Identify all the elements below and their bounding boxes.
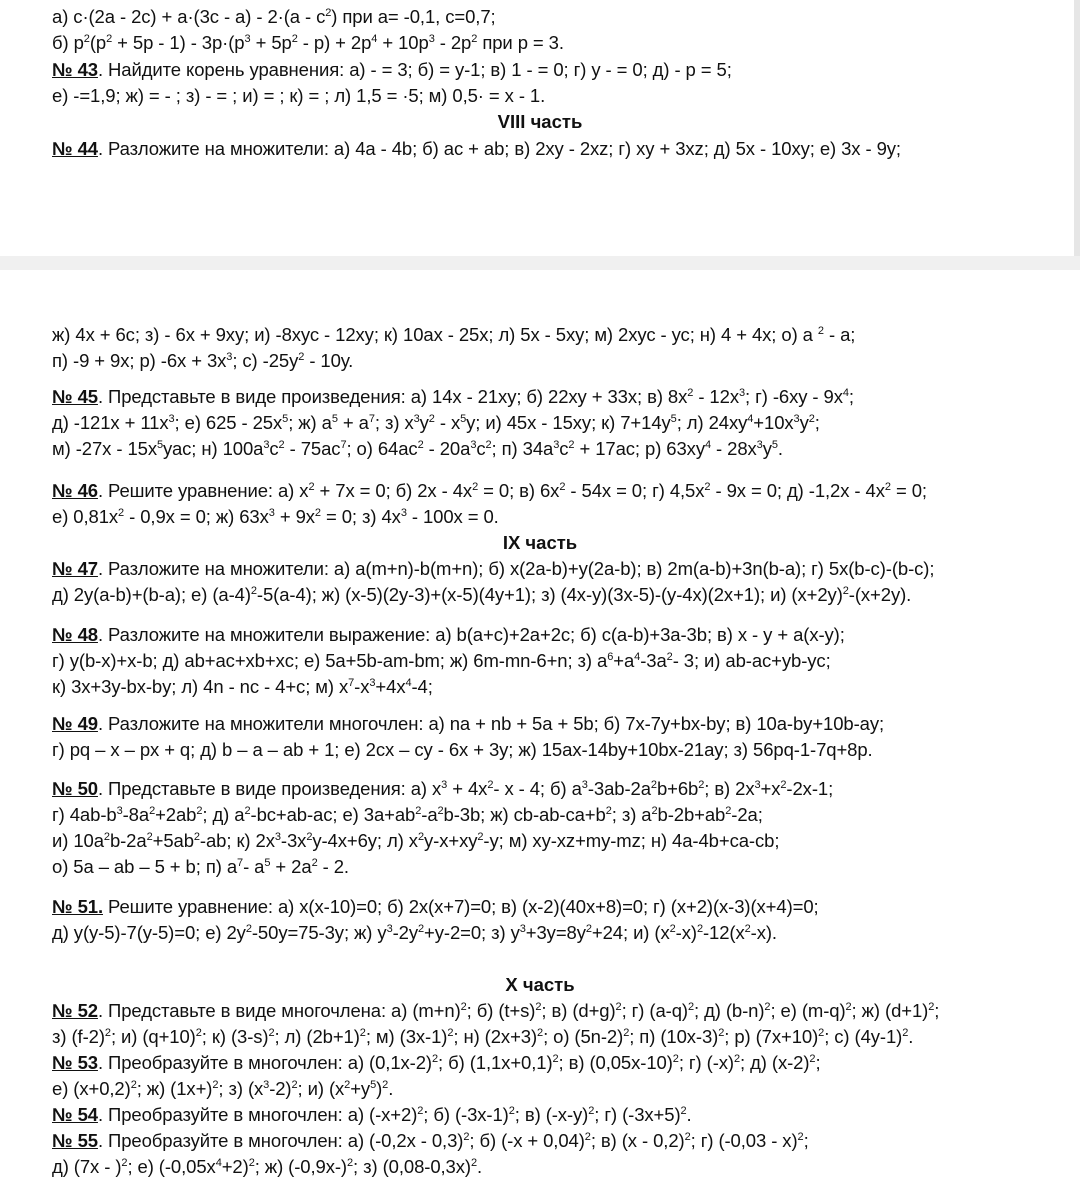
superscript: 3 (519, 923, 526, 935)
problem-line: и) $10a^2b-2a^2+5ab^2-ab$; к) $2x^3-3x^2y-4x+6y$; л) $x^2y-x+xy^2-y$; м) xy-xz+my-mz; н) 4a-4b+ca-cb; (52, 830, 780, 851)
superscript: 2 (428, 413, 435, 425)
superscript: 2 (212, 1079, 219, 1091)
superscript: 2 (196, 805, 203, 817)
superscript: 4 (842, 387, 849, 399)
superscript: 2 (382, 1079, 389, 1091)
problem-line: № 47. Разложите на множители: а) а(m+n)-b(m+n); б) х(2a-b)+y(2a-b); в) 2m(a-b)+3n(b-a); г) 5x(b-c)-(b-c); (52, 558, 935, 579)
superscript: 2 (537, 1027, 544, 1039)
problem-line: о) 5a – ab – 5 + b; п) $a^7-$ $a^5 + 2a^2 - 2$. (52, 856, 349, 877)
problem-number: № 53 (52, 1052, 98, 1073)
problem-number: № 43 (52, 59, 98, 80)
superscript: 2 (245, 923, 252, 935)
superscript: 5 (282, 413, 289, 425)
section-heading: X часть (505, 974, 575, 995)
superscript: 5 (670, 413, 677, 425)
superscript: 2 (669, 923, 676, 935)
problem-line: б) $р^2(р^2 + 5р - 1) - 3р\cdot(р^3 + 5р^2 - р) + 2р^4 + 10р^3 - 2р^2$ при р = 3. (52, 32, 564, 53)
superscript: 2 (687, 1001, 694, 1013)
superscript: 2 (884, 481, 891, 493)
problem-line: № 43. Найдите корень уравнения: а) - = 3; б) = у-1; в) 1 - = 0; г) у - = 0; д) - р = 5; (52, 59, 732, 80)
superscript: 2 (584, 1131, 591, 1143)
superscript: 2 (104, 1027, 111, 1039)
superscript: 2 (437, 805, 444, 817)
superscript: 2 (559, 481, 566, 493)
superscript: 5 (264, 857, 271, 869)
superscript: 2 (623, 1027, 630, 1039)
problem-line: № 54. Преобразуйте в многочлен: а) $(-x+2)^2$; б) $(-3x-1)^2$; в) $(-x-y)^2$; г) $(-3x+5)^2$. (52, 1104, 692, 1125)
superscript: 2 (314, 507, 321, 519)
problem-line: з) $(f-2)^2$; и) $(q+10)^2$; к) $(3-s)^2$; л) $(2b+1)^2$; м) $(3x-1)^2$; н) $(2x+3)^2$; о) $(5n-2)^2$; п) $(10x-3)^2$; р) $(7x+10)^2$; с) $(4y-1)^2$. (52, 1026, 914, 1047)
superscript: 2 (808, 413, 815, 425)
superscript: 5 (156, 439, 164, 451)
problem-line: г) y(b-x)+x-b; д) ab+ac+xb+xc; е) 5a+5b-am-bm; ж) 6m-mn-6+n; з) $a^6+a^4-3a^2-$ 3; и) ab-ac+yb-yc; (52, 650, 831, 671)
superscript: 2 (764, 1001, 771, 1013)
superscript: 2 (291, 1079, 298, 1091)
problem-line: д) $-121х + 11х^3$; е) $625 - 25х^5$; ж) $а^5 + а^7$; з) $х^3у^2 - х^5у$; и) 45х - 15ху; к) $7+14у^5$; л) $24ху^4+10х^3у^2$; (52, 412, 820, 433)
superscript: 3 (268, 507, 275, 519)
superscript: 2 (248, 1157, 255, 1169)
superscript: 3 (581, 779, 588, 791)
superscript: 2 (463, 1131, 470, 1143)
superscript: 2 (672, 1053, 679, 1065)
superscript: 4 (747, 413, 754, 425)
superscript: 3 (738, 387, 745, 399)
superscript: 3 (470, 439, 477, 451)
superscript: 2 (325, 7, 332, 19)
superscript: 4 (634, 651, 641, 663)
section-heading: VIII часть (497, 111, 583, 132)
problem-line: а) $с\cdot(2а - 2с) + а\cdot(3с - а) - 2\cdot(а - с^2)$ при а= -0,1, с=0,7; (52, 6, 496, 27)
problem-line: г) $4ab-b^3-8a^2+2ab^2$; д) $a^2-bc+ab-ac$; е) $3a+ab^2-a^2b-3b$; ж) $cb-ab-ca+b^2$; з) $a^2b-2b+ab^2-2a$; (52, 804, 763, 825)
superscript: 2 (417, 439, 424, 451)
superscript: 2 (585, 923, 592, 935)
superscript: 5 (331, 413, 338, 425)
superscript: 4 (704, 439, 711, 451)
problem-line: ж) 4х + 6с; з) - 6х + 9ху; и) -8хус - 12ху; к) 10ах - 25х; л) 5х - 5ху; м) 2хус - ус; н) 4 + 4х; о) а $^2$ - а; (52, 324, 856, 345)
problem-number: № 54 (52, 1104, 98, 1125)
problem-line: № 55. Преобразуйте в многочлен: а) (-0,2x - 0,3)$^2$; б) $(-x + 0,04)^2$; в) (x - 0,2)$^2$; г) (-0,03 - x)$^2$; (52, 1130, 809, 1151)
problem-line: е) $(x+0,2)^2$; ж) $(1x+)^2$; з) $(x^3-2)^2$; и) $(x^2+y^5)^2$. (52, 1078, 394, 1099)
problem-line: № 51. Решите уравнение: а) x(x-10)=0; б) 2x(x+7)=0; в) (x-2)(40x+8)=0; г) (x+2)(x-3)(x+4)=0; (52, 896, 819, 917)
superscript: 2 (508, 1105, 515, 1117)
superscript: 2 (698, 779, 705, 791)
superscript: 2 (146, 831, 153, 843)
superscript: 2 (306, 831, 313, 843)
page-sheet-top (0, 0, 1080, 256)
superscript: 2 (431, 1053, 439, 1065)
superscript: 2 (298, 351, 305, 363)
page-sheet-bottom (0, 270, 1080, 1184)
superscript: 2 (687, 387, 694, 399)
superscript: 2 (417, 831, 424, 843)
superscript: 7 (368, 413, 375, 425)
problem-line: д) (7x - )$^2$; е) $(-0,05x^4+2)^2$; ж) $(-0,9x-)^2$; з) $(0,08-0,3x)^2$. (52, 1156, 483, 1177)
superscript: 7 (237, 857, 244, 869)
superscript: 2 (487, 779, 494, 791)
superscript: 3 (263, 439, 270, 451)
superscript: 2 (308, 481, 315, 493)
superscript: 3 (369, 677, 376, 689)
problem-line: № 46. Решите уравнение: а) $х^2 + 7х = 0$; б) $2х - 4х^2 = 0$; в) $6х^2 - 54х = 0$; г) $4,5х^2 - 9х = 0$; д) $-1,2х - 4х^2 = 0$; (52, 480, 927, 501)
problem-line: № 48. Разложите на множители выражение: а) b(a+c)+2a+2c; б) c(a-b)+3a-3b; в) x - y + a(x-y); (52, 624, 845, 645)
problem-line: № 45. Представьте в виде произведения: а) 14х - 21ху; б) 22ху + 33х; в) $8х^2 - 12х^3$; г) $-6ху - 9х^4$; (52, 386, 854, 407)
superscript: 2 (902, 1027, 909, 1039)
superscript: 2 (278, 439, 285, 451)
superscript: 2 (928, 1001, 935, 1013)
superscript: 2 (680, 1105, 687, 1117)
superscript: 3 (386, 923, 393, 935)
superscript: 2 (344, 1079, 351, 1091)
superscript: 2 (130, 1079, 137, 1091)
superscript: 2 (460, 1001, 467, 1013)
superscript: 2 (615, 1001, 622, 1013)
problem-line: № 50. Представьте в виде произведения: а) $x^3 + 4x^2-$ x - 4; б) $a^3-3ab-2a^2b+6b^2$; в) $2x^3+x^2-2x-1$; (52, 778, 834, 799)
superscript: 2 (244, 805, 251, 817)
superscript: 3 (226, 351, 233, 363)
superscript: 2 (149, 805, 156, 817)
superscript: 2 (718, 1027, 725, 1039)
superscript: 2 (195, 1027, 202, 1039)
problem-number: № 46 (52, 480, 98, 501)
superscript: 2 (797, 1131, 804, 1143)
superscript: 3 (754, 779, 761, 791)
superscript: 2 (470, 1157, 477, 1169)
page-gap (0, 256, 1080, 270)
superscript: 2 (651, 805, 658, 817)
superscript: 3 (274, 831, 281, 843)
page-edge-shadow (1074, 0, 1080, 256)
problem-number: № 45 (52, 386, 98, 407)
superscript: 2 (552, 1053, 559, 1065)
superscript: 2 (666, 651, 673, 663)
superscript: 2 (725, 805, 732, 817)
superscript: 2 (744, 923, 751, 935)
superscript: 2 (818, 1027, 825, 1039)
superscript: 2 (311, 857, 318, 869)
superscript: 2 (83, 33, 90, 45)
superscript: 2 (845, 1001, 852, 1013)
superscript: 2 (347, 1157, 354, 1169)
superscript: 2 (780, 779, 787, 791)
problem-line: № 44. Разложите на множители: а) 4а - 4b; б) ас + аb; в) 2ху - 2хz; г) ху + 3хz; д) 5х - 10ху; е) 3х - 9у; (52, 138, 901, 159)
superscript: 3 (553, 439, 560, 451)
superscript: 2 (535, 1001, 542, 1013)
superscript: 4 (405, 677, 412, 689)
superscript: 2 (605, 805, 612, 817)
problem-number: № 47 (52, 558, 98, 579)
problem-line: п) -9 + 9х; р) $-6х + 3х^3$; с) $-25у^2 - 10у$. (52, 350, 354, 371)
superscript: 2 (817, 325, 824, 337)
problem-number: № 50 (52, 778, 98, 799)
superscript: 5 (771, 439, 778, 451)
superscript: 2 (359, 1027, 366, 1039)
superscript: 2 (842, 585, 849, 597)
superscript: 2 (103, 831, 110, 843)
problem-line: № 53. Преобразуйте в многочлен: а) $(0,1x-2)^2$; б) $(1,1x+0,1)^2$; в) $(0,05x-10)^2$; г) $(-x)^2$; д) $(x-2)^2$; (52, 1052, 821, 1073)
superscript: 2 (291, 33, 298, 45)
superscript: 2 (106, 33, 113, 45)
superscript: 2 (809, 1053, 816, 1065)
superscript: 2 (418, 923, 425, 935)
problem-line: м) $-27х - 15х^5уас$; н) $100а^3с^2 - 75ас^7$; о) $64ас^2 - 20а^3с^2$; п) $34а^3с^2 + 17ас$; р) $63ху^4 - 28х^3у^5$. (52, 438, 783, 459)
superscript: 2 (447, 1027, 454, 1039)
superscript: 3 (441, 779, 448, 791)
superscript: 3 (793, 413, 800, 425)
superscript: 3 (413, 413, 420, 425)
superscript: 3 (263, 1079, 270, 1091)
superscript: 2 (193, 831, 200, 843)
problem-number: № 52 (52, 1000, 98, 1021)
superscript: 2 (118, 507, 125, 519)
problem-line: № 52. Представьте в виде многочлена: а) $(m+n)^2$; б) $(t+s)^2$; в) $(d+g)^2$; г) $(a-q)^2$; д) $(b-n)^2$; е) $(m-q)^2$; ж) $(d+1)^2$; (52, 1000, 940, 1021)
problem-line: е) $0,81х^2 - 0,9х = 0$; ж) $63х^3 + 9х^2 = 0$; з) $4х^3 - 100х = 0$. (52, 506, 499, 527)
superscript: 2 (121, 1157, 128, 1169)
superscript: 7 (340, 439, 347, 451)
superscript: 2 (704, 481, 711, 493)
superscript: 7 (348, 677, 355, 689)
superscript: 2 (684, 1131, 691, 1143)
superscript: 3 (428, 33, 435, 45)
problem-line: д) y(y-5)-7(y-5)=0; е) $2y^2-50y=75-3y$; ж) $y^3-2y^2+y-2=0$; з) $y^3+3y=8y^2+24$; и) $(x^2-x)^2-12(x^2-x)$. (52, 922, 777, 943)
problem-line: г) pq – x – px + q; д) b – a – ab + 1; е) 2cx – cy - 6x + 3y; ж) 15ax-14by+10bx-21ay; з) 56pq-1-7q+8p. (52, 739, 873, 760)
superscript: 2 (485, 439, 492, 451)
superscript: 2 (268, 1027, 275, 1039)
superscript: 2 (250, 585, 257, 597)
superscript: 4 (371, 33, 378, 45)
superscript: 2 (472, 481, 479, 493)
superscript: 2 (696, 923, 703, 935)
section-heading: IX часть (502, 532, 578, 553)
superscript: 2 (471, 33, 478, 45)
superscript: 2 (477, 831, 484, 843)
problem-number: № 49 (52, 713, 98, 734)
problem-line: № 49. Разложите на множители многочлен: а) na + nb + 5a + 5b; б) 7x-7y+bx-by; в) 10a-by+10b-ay; (52, 713, 885, 734)
superscript: 3 (116, 805, 123, 817)
problem-number: № 48 (52, 624, 98, 645)
problem-line: к) 3x+3y-bx-by; л) 4n - nc - 4+c; м) $x^7-x^3+4x^4-4$; (52, 676, 433, 697)
superscript: 2 (588, 1105, 595, 1117)
superscript: 2 (415, 805, 422, 817)
problem-number: № 51. (52, 896, 103, 917)
superscript: 3 (756, 439, 763, 451)
problem-line: д) 2y(a-b)+(b-a); е) $(a-4)^2-5(a-4)$; ж) (x-5)(2y-3)+(x-5)(4y+1); з) (4x-y)(3x-5)-(y-4x)(2x+1); и) $(x+2y)^2-(x+2y)$. (52, 584, 912, 605)
problem-number: № 55 (52, 1130, 98, 1151)
problem-number: № 44 (52, 138, 98, 159)
superscript: 2 (650, 779, 657, 791)
superscript: 2 (733, 1053, 741, 1065)
superscript: 4 (215, 1157, 222, 1169)
superscript: 5 (460, 413, 467, 425)
superscript: 3 (244, 33, 251, 45)
superscript: 5 (370, 1079, 377, 1091)
problem-line: е) -=1,9; ж) = - ; з) - = ; и) = ; к) = ; л) 1,5 = ·5; м) 0,5· = х - 1. (52, 85, 546, 106)
superscript: 6 (607, 651, 614, 663)
superscript: 3 (400, 507, 407, 519)
superscript: 2 (417, 1105, 424, 1117)
superscript: 2 (568, 439, 575, 451)
superscript: 3 (168, 413, 175, 425)
